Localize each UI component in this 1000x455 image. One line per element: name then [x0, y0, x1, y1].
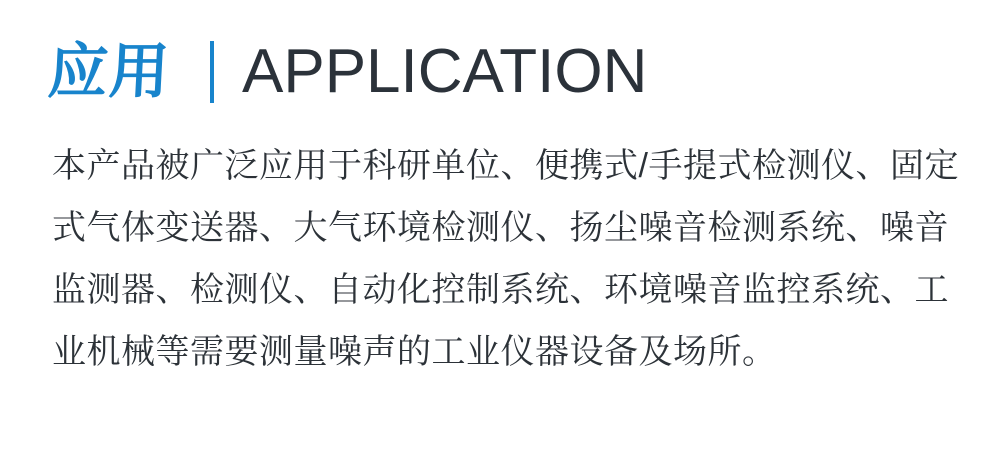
description-line-4: 业机械等需要测量噪声的工业仪器设备及场所。	[52, 333, 777, 371]
description-line-2: 式气体变送器、大气环境检测仪、扬尘噪音检测系统、噪音	[52, 209, 949, 247]
header-divider	[210, 41, 214, 103]
description-line-3: 监测器、检测仪、自动化控制系统、环境噪音监控系统、工	[52, 271, 949, 309]
section-header	[48, 36, 1000, 108]
description-line-1: 本产品被广泛应用于科研单位、便携式/手提式检测仪、固定	[52, 147, 959, 185]
application-description	[52, 135, 1000, 383]
section-title-cn: 应用	[46, 38, 172, 105]
section-title-en: APPLICATION	[242, 37, 648, 106]
